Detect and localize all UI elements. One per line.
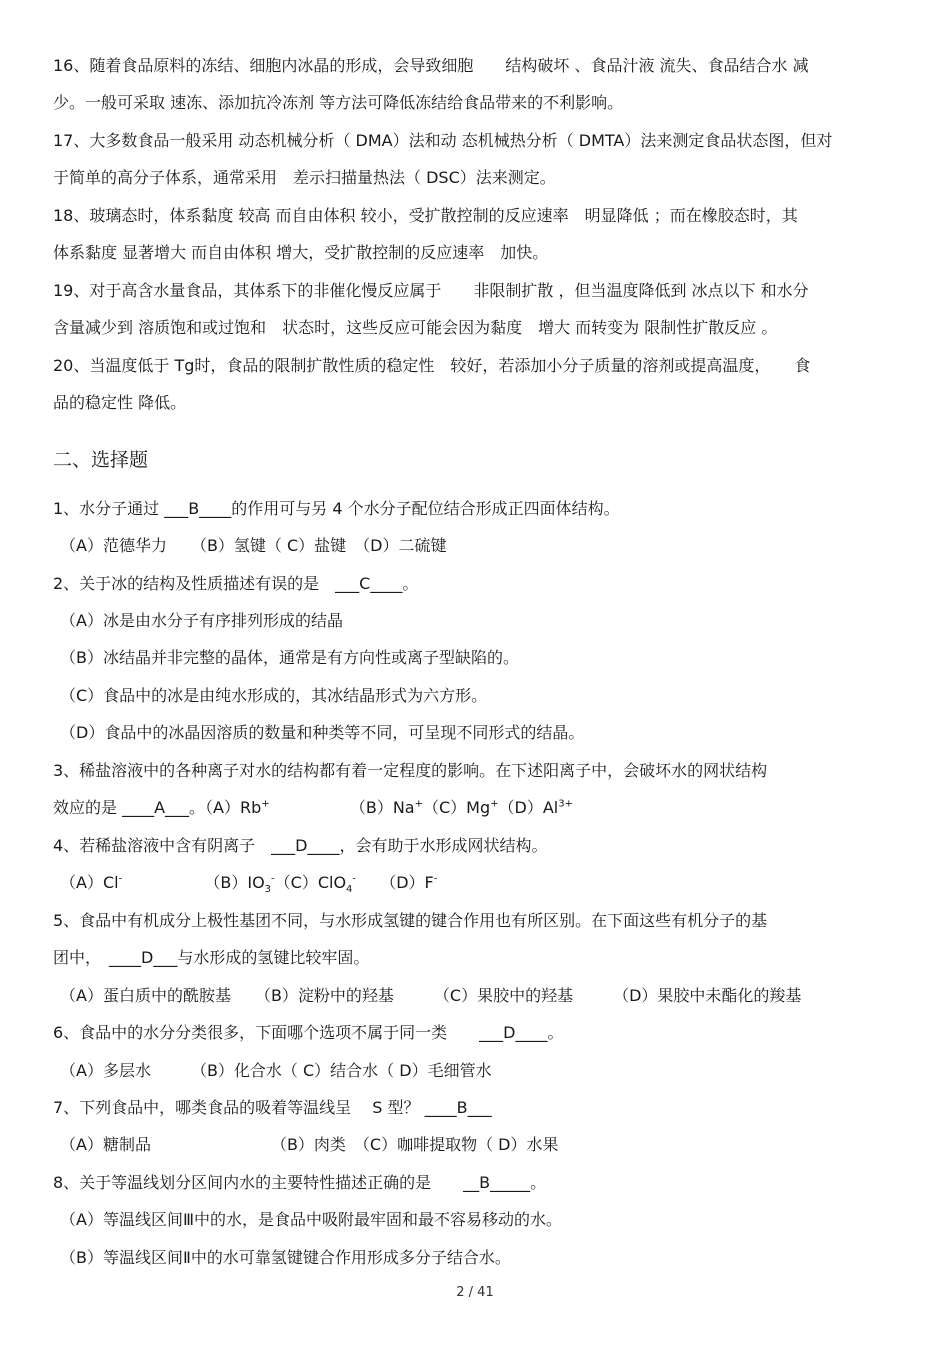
question-2-option-b: （B）冰结晶并非完整的晶体，通常是有方向性或离子型缺陷的。: [60, 648, 519, 667]
na-charge: +: [414, 798, 423, 810]
question-7: 7、下列食品中，哪类食品的吸着等温线呈 S 型？ ____B___: [53, 1098, 492, 1117]
fill-line-18b: 体系黏度 显著增大 而自由体积 增大，受扩散控制的反应速率 加快。: [53, 243, 549, 262]
fill-line-20a: 20、当温度低于 Tg时，食品的限制扩散性质的稳定性 较好，若添加小分子质量的溶剂或提高温度， 食: [53, 356, 811, 375]
question-3-line-1: 3、稀盐溶液中的各种离子对水的结构都有着一定程度的影响。在下述阳离子中，会破坏水的网状结构: [53, 761, 768, 780]
question-4-option-a: （A）Cl: [60, 873, 119, 892]
io3-subscript: 3: [264, 884, 272, 896]
question-6: 6、食品中的水分分类很多，下面哪个选项不属于同一类 ___D____。: [53, 1023, 564, 1042]
fill-line-16a: 16、随着食品原料的冻结、细胞内冰晶的形成，会导致细胞 结构破坏 、食品汁液 流失、食品结合水 减: [53, 56, 809, 75]
fill-line-19b: 含量减少到 溶质饱和或过饱和 状态时，这些反应可能会因为黏度 增大 而转变为 限制性扩散反应 。: [53, 318, 778, 337]
clo4-subscript: 4: [346, 884, 353, 896]
question-2: 2、关于冰的结构及性质描述有误的是 ___C____。: [53, 574, 419, 593]
mg-charge: +: [490, 798, 499, 810]
rb-charge: +: [261, 798, 270, 810]
fill-line-19a: 19、对于高含水量食品，其体系下的非催化慢反应属于 非限制扩散 ，但当温度降低到 冰点以下 和水分: [53, 281, 809, 300]
question-3-option-b: （B）Na: [349, 798, 415, 817]
question-1: 1、水分子通过 ___B____的作用可与另 4 个水分子配位结合形成正四面体结构。: [53, 499, 620, 518]
question-4-option-b: （B）IO: [204, 873, 265, 892]
question-7-options: （A）糖制品 （B）肉类 （C）咖啡提取物（ D）水果: [60, 1135, 559, 1154]
fill-line-17b: 于简单的高分子体系，通常采用 差示扫描量热法（ DSC）法来测定。: [53, 168, 556, 187]
question-4-option-d: （D）F: [380, 873, 434, 892]
question-8-option-a: （A）等温线区间Ⅲ中的水，是食品中吸附最牢固和最不容易移动的水。: [60, 1210, 562, 1229]
question-1-options: （A）范德华力 （B）氢键（ C）盐键 （D）二硫键: [60, 536, 447, 555]
question-3-option-d: （D）Al: [498, 798, 559, 817]
question-2-option-a: （A）冰是由水分子有序排列形成的结晶: [60, 611, 343, 630]
page-number: 2 / 41: [456, 1285, 494, 1300]
question-3-stem: 效应的是 ____A___。（A）Rb: [53, 798, 262, 817]
question-5-options: （A）蛋白质中的酰胺基 （B）淀粉中的羟基 （C）果胶中的羟基 （D）果胶中未酯化的羧基: [60, 986, 802, 1005]
question-2-option-c: （C）食品中的冰是由纯水形成的，其冰结晶形式为六方形。: [60, 686, 488, 705]
fill-line-20b: 品的稳定性 降低。: [53, 393, 187, 412]
clo4-charge: -: [352, 873, 357, 885]
question-4-options: [60, 872, 920, 894]
question-4: 4、若稀盐溶液中含有阴离子 ___D____，会有助于水形成网状结构。: [53, 836, 548, 855]
question-5-line-1: 5、食品中有机成分上极性基团不同，与水形成氢键的键合作用也有所区别。在下面这些有机分子的基: [53, 911, 768, 930]
io3-charge: -: [271, 873, 275, 885]
question-8-option-b: （B）等温线区间Ⅱ中的水可靠氢键键合作用形成多分子结合水。: [60, 1248, 511, 1267]
fill-line-17a: 17、大多数食品一般采用 动态机械分析（ DMA）法和动 态机械热分析（ DMTA）法来测定食品状态图，但对: [53, 131, 833, 150]
question-5-line-2: 团中， ____D___与水形成的氢键比较牢固。: [53, 948, 370, 967]
question-2-option-d: （D）食品中的冰晶因溶质的数量和种类等不同，可呈现不同形式的结晶。: [60, 723, 585, 742]
question-4-option-c: （C）ClO: [274, 873, 347, 892]
fill-line-16b: 少。一般可采取 速冻、添加抗冷冻剂 等方法可降低冻结给食品带来的不利影响。: [53, 93, 624, 112]
question-8: 8、关于等温线划分区间内水的主要特性描述正确的是 __B_____。: [53, 1173, 547, 1192]
al-charge: 3+: [558, 798, 573, 810]
section-title: 二、选择题: [53, 449, 149, 471]
fill-line-18a: 18、玻璃态时，体系黏度 较高 而自由体积 较小，受扩散控制的反应速率 明显降低 ；而在橡胶态时，其: [53, 206, 798, 225]
question-3-line-2: [53, 797, 913, 819]
question-6-options: （A）多层水 （B）化合水（ C）结合水（ D）毛细管水: [60, 1061, 492, 1080]
f-charge: -: [433, 873, 438, 885]
cl-charge: -: [118, 873, 123, 885]
question-3-option-c: （C）Mg: [423, 798, 491, 817]
